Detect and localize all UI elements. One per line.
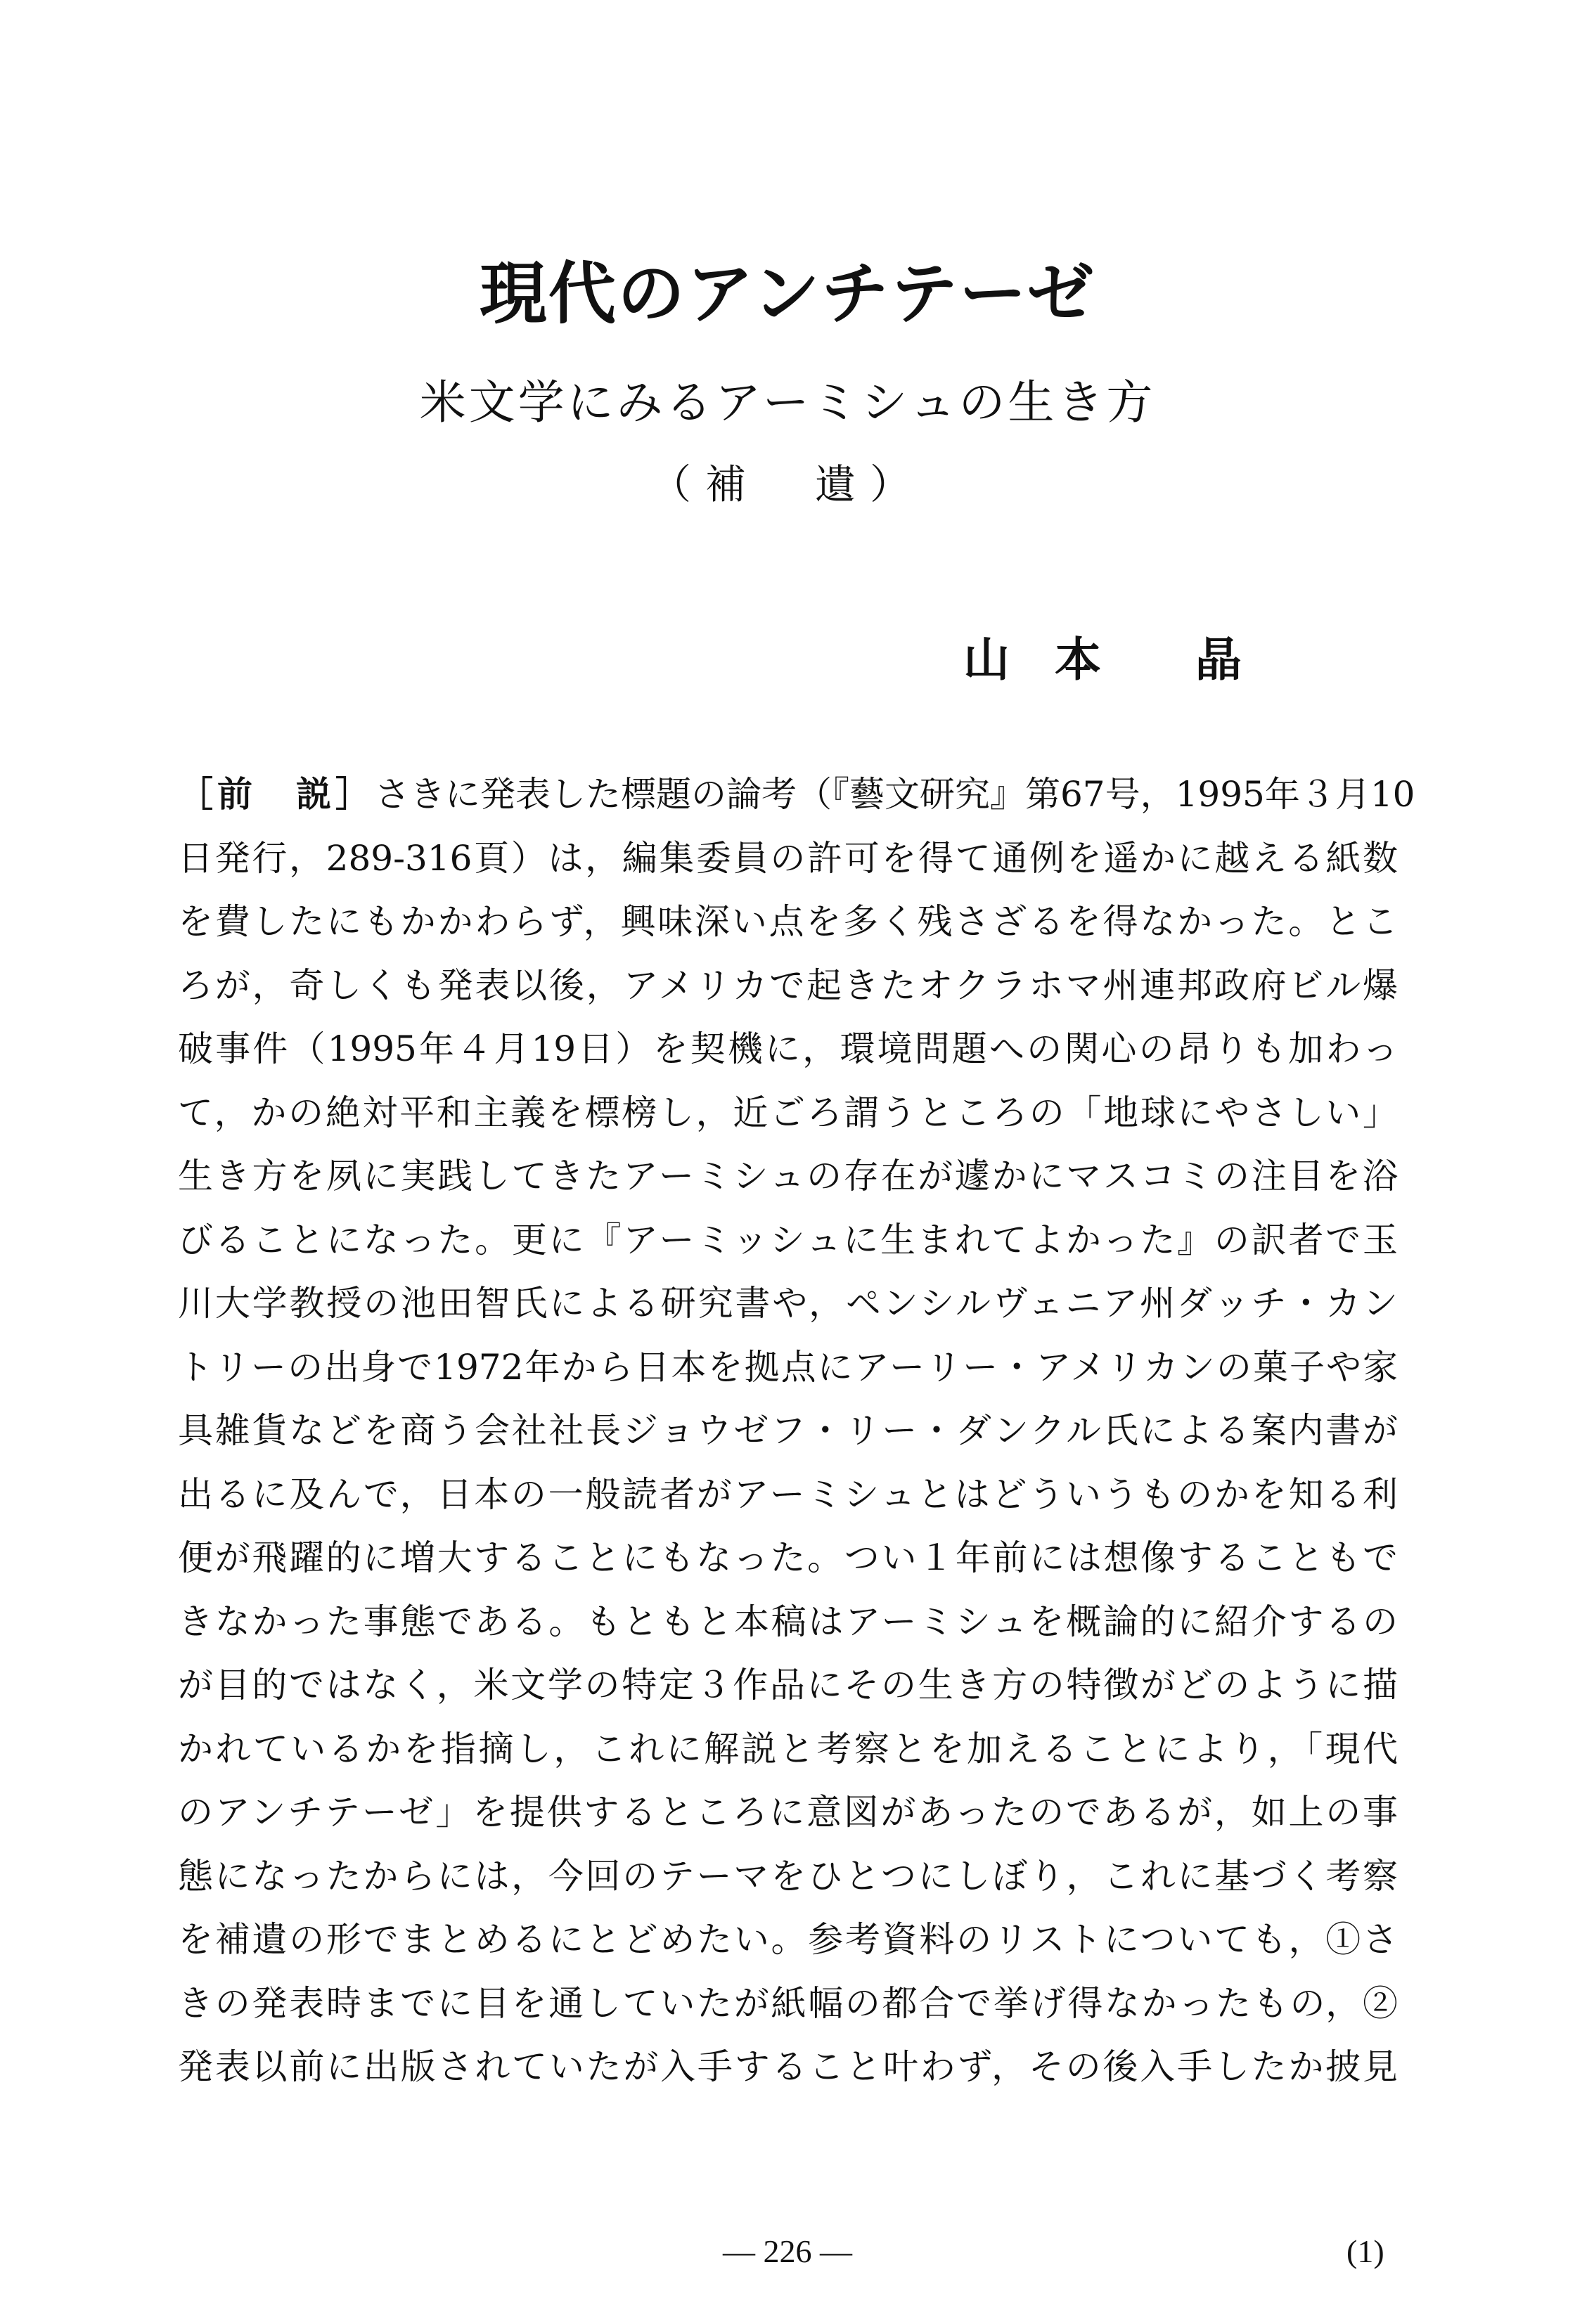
preface-body [178,763,1415,2099]
author-name-part-2: 本 [1055,632,1101,687]
body-line: きの発表時までに目を通していたが紙幅の都合で挙げ得なかったもの，② [178,1982,1398,2024]
supplement-label: （補 遺） [650,460,925,508]
body-line: を費したにもかかわらず，興味深い点を多く残さざるを得なかった。とこ [178,901,1398,942]
body-line [178,763,1415,827]
author-name-part-3: 晶 [1195,632,1242,687]
body-line: かれているかを指摘し，これに解説と考察とを加えることにより，「現代 [178,1728,1398,1769]
body-line: て，かの絶対平和主義を標榜し，近ごろ謂うところの「地球にやさしい」 [178,1092,1398,1133]
preface-label: ［前 説］ [178,773,375,815]
body-line: ろが，奇しくも発表以後，アメリカで起きたオクラホマ州連邦政府ビル爆 [178,964,1398,1006]
body-line: 出るに及んで，日本の一般読者がアーミシュとはどういうものかを知る利 [178,1473,1398,1515]
section-number: (1) [1346,2233,1384,2269]
paper-subtitle: 米文学にみるアーミシュの生き方 [419,375,1156,430]
body-line-text: さきに発表した標題の論考（『藝文研究』第67号，1995年３月10 [375,774,1415,815]
body-line: 日発行，289-316頁）は，編集委員の許可を得て通例を遥かに越える紙数 [178,837,1398,879]
author-name-part-1: 山 [963,632,1010,687]
body-line: 便が飛躍的に増大することにもなった。つい１年前には想像することもで [178,1537,1398,1578]
body-line: 破事件（1995年４月19日）を契機に，環境問題への関心の昂りも加わっ [178,1028,1398,1069]
author-name [963,632,1287,687]
body-line: びることになった。更に『アーミッシュに生まれてよかった』の訳者で玉 [178,1219,1398,1260]
body-line: を補遺の形でまとめるにとどめたい。参考資料のリストについても，①さ [178,1919,1398,1960]
page-number: — 226 — [723,2233,852,2269]
body-line: トリーの出身で1972年から日本を拠点にアーリー・アメリカンの菓子や家 [178,1346,1398,1388]
body-line: 川大学教授の池田智氏による研究書や，ペンシルヴェニア州ダッチ・カン [178,1283,1398,1324]
body-line: 具雑貨などを商う会社社長ジョウゼフ・リー・ダンクル氏による案内書が [178,1410,1398,1451]
body-line: 発表以前に出版されていたが入手すること叶わず，その後入手したか披見 [178,2046,1398,2087]
body-line: 態になったからには，今回のテーマをひとつにしぼり，これに基づく考察 [178,1855,1398,1897]
body-line: のアンチテーゼ」を提供するところに意図があったのであるが，如上の事 [178,1792,1398,1833]
body-line: きなかった事態である。もともと本稿はアーミシュを概論的に紹介するの [178,1601,1398,1642]
body-line: 生き方を夙に実践してきたアーミシュの存在が遽かにマスコミの注目を浴 [178,1156,1398,1196]
body-line: が目的ではなく，米文学の特定３作品にその生き方の特徴がどのように描 [178,1665,1398,1705]
paper-title: 現代のアンチテーゼ [479,254,1096,333]
